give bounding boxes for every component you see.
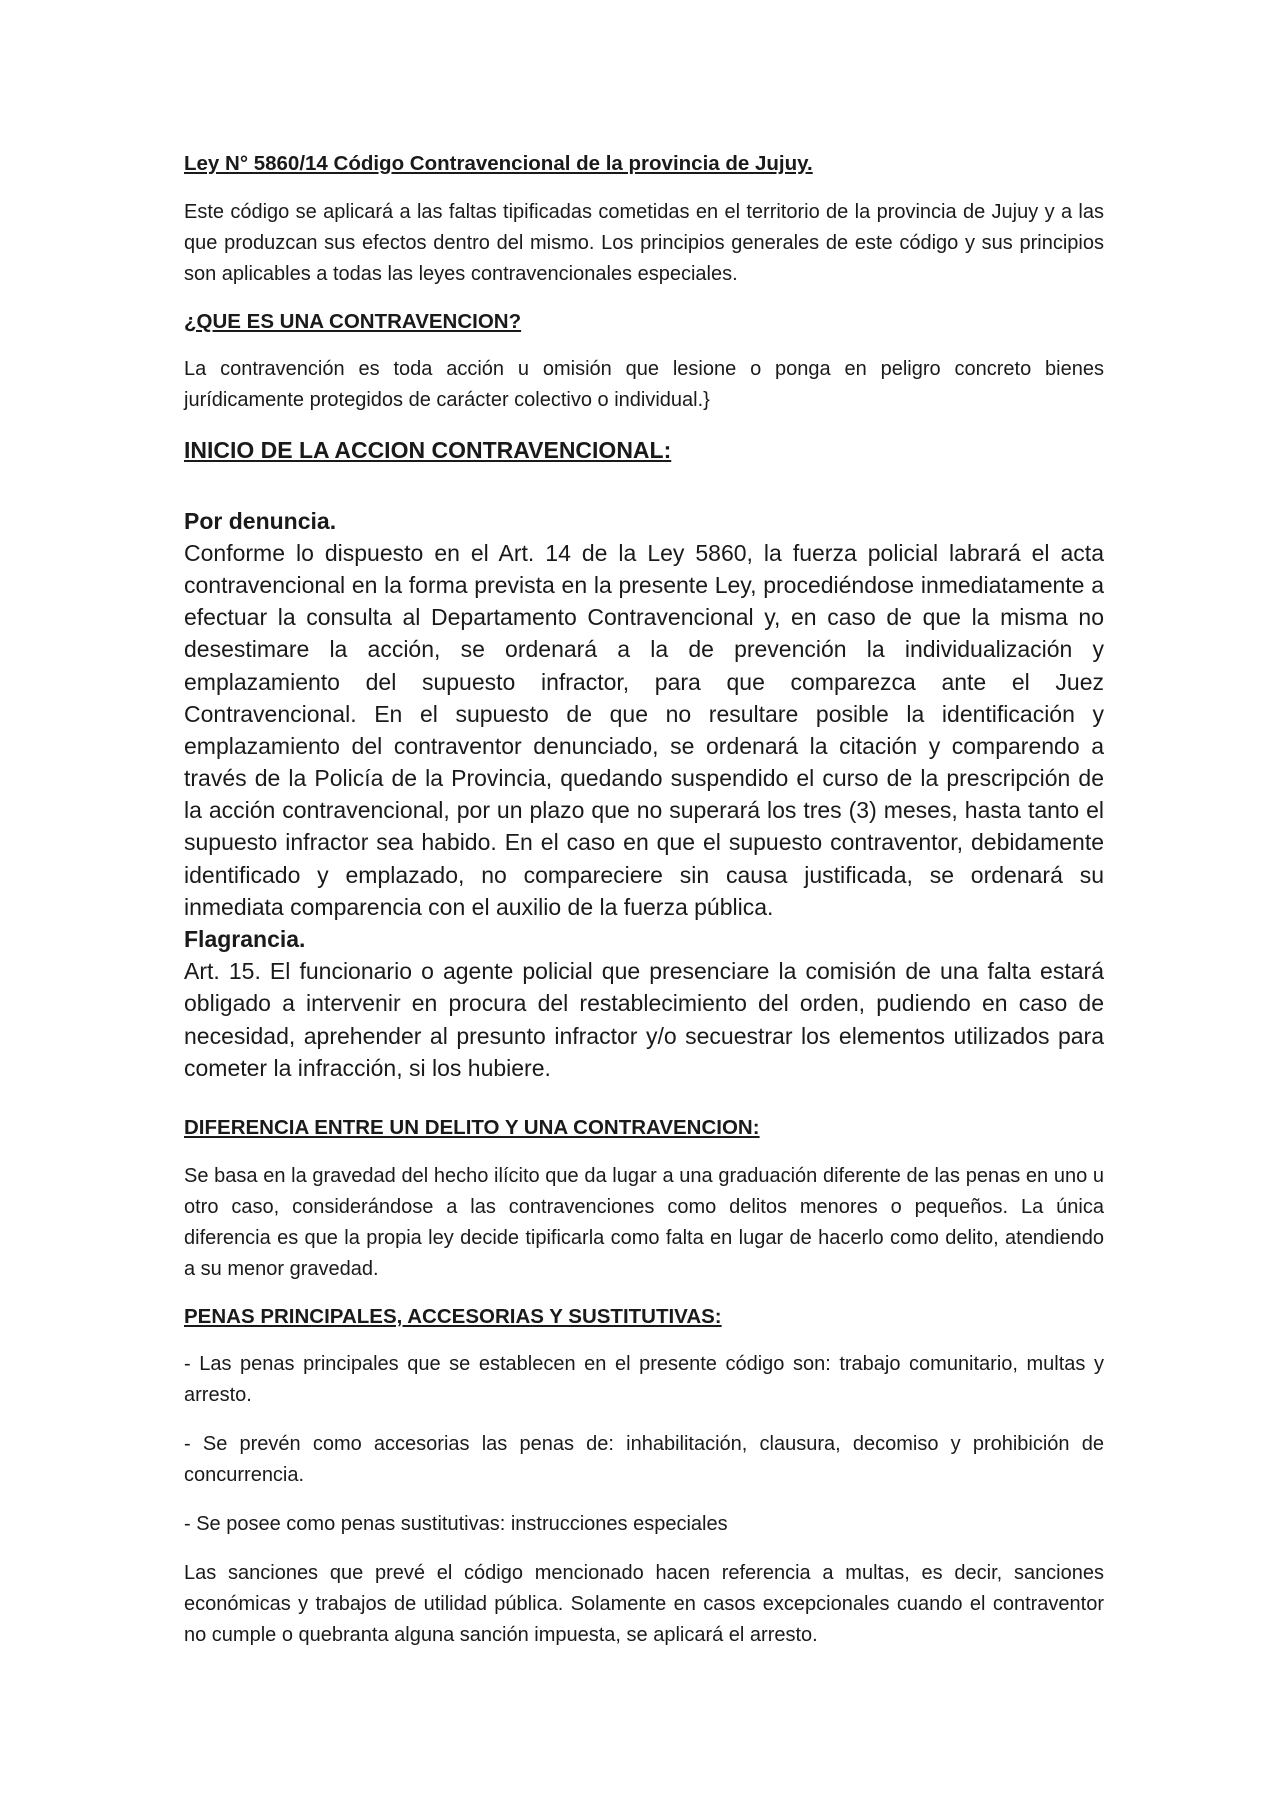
flagrancia-text: El funcionario o agente policial que presenciare la comisión de una falta estará obligado a intervenir en procura del restablecimiento del orden, pudiendo en caso de necesidad, aprehender al presunto infractor y/o secuestrar los elementos utilizados para cometer la infracción, si los hubiere.: [184, 958, 1104, 1081]
diferencia-heading: DIFERENCIA ENTRE UN DELITO Y UNA CONTRAVENCION:: [184, 1115, 760, 1139]
flagrancia-paragraph: [184, 955, 1104, 1084]
penas-heading: PENAS PRINCIPALES, ACCESORIAS Y SUSTITUTIVAS:: [184, 1304, 722, 1328]
que-es-heading: ¿QUE ES UNA CONTRAVENCION?: [184, 309, 522, 333]
intro-paragraph: Este código se aplicará a las faltas tipificadas cometidas en el territorio de la provincia de Jujuy y a las que produzcan sus efectos dentro del mismo. Los principios generales de este código y sus principios son aplicables a todas las leyes contravencionales especiales.: [184, 200, 1104, 285]
denuncia-paragraph: Conforme lo dispuesto en el Art. 14 de la Ley 5860, la fuerza policial labrará el acta contravencional en la forma prevista en la presente Ley, procediéndose inmediatamente a efectuar la consulta al Departamento Contravencional y, en caso de que la misma no desestimare la acción, se ordenará a la de prevención la individualización y emplazamiento del supuesto infractor, para que comparezca ante el Juez Contravencional. En el supuesto de que no resultare posible la identificación y emplazamiento del contraventor denunciado, se ordenará la citación y comparendo a través de la Policía de la Provincia, quedando suspendido el curso de la prescripción de la acción contravencional, por un plazo que no superará los tres (3) meses, hasta tanto el supuesto infractor sea habido. En el caso en que el supuesto contraventor, debidamente identificado y emplazado, no compareciere sin causa justificada, se ordenará su inmediata comparencia con el auxilio de la fuerza pública.: [184, 539, 1104, 920]
document-body: [184, 150, 1104, 1669]
diferencia-paragraph: Se basa en la gravedad del hecho ilícito que da lugar a una graduación diferente de las penas en uno u otro caso, considerándose a las contravenciones como delitos menores o pequeños. La única diferencia es que la propia ley decide tipificarla como falta en lugar de hacerlo como delito, atendiendo a su menor gravedad.: [184, 1164, 1104, 1280]
penas-item: - Se prevén como accesorias las penas de: inhabilitación, clausura, decomiso y prohibición de concurrencia.: [184, 1433, 1104, 1487]
flagrancia-article-ref: Art. 15.: [184, 958, 261, 985]
penas-closing-paragraph: Las sanciones que prevé el código mencionado hacen referencia a multas, es decir, sanciones económicas y trabajos de utilidad pública. Solamente en casos excepcionales cuando el contraventor no cumple o quebranta alguna sanción impuesta, se aplicará el arresto.: [184, 1562, 1104, 1647]
que-es-paragraph: La contravención es toda acción u omisión que lesione o ponga en peligro concreto bienes jurídicamente protegidos de carácter colectivo o individual.}: [184, 358, 1104, 412]
denuncia-subheading: Por denuncia.: [184, 507, 337, 534]
inicio-heading: INICIO DE LA ACCION CONTRAVENCIONAL:: [184, 437, 672, 464]
penas-item: - Las penas principales que se establecen en el presente código son: trabajo comunitario, multas y arresto.: [184, 1353, 1104, 1407]
flagrancia-subheading: Flagrancia.: [184, 926, 306, 952]
penas-item: - Se posee como penas sustitutivas: instrucciones especiales: [184, 1513, 728, 1536]
document-title: Ley N° 5860/14 Código Contravencional de la provincia de Jujuy.: [184, 152, 813, 175]
